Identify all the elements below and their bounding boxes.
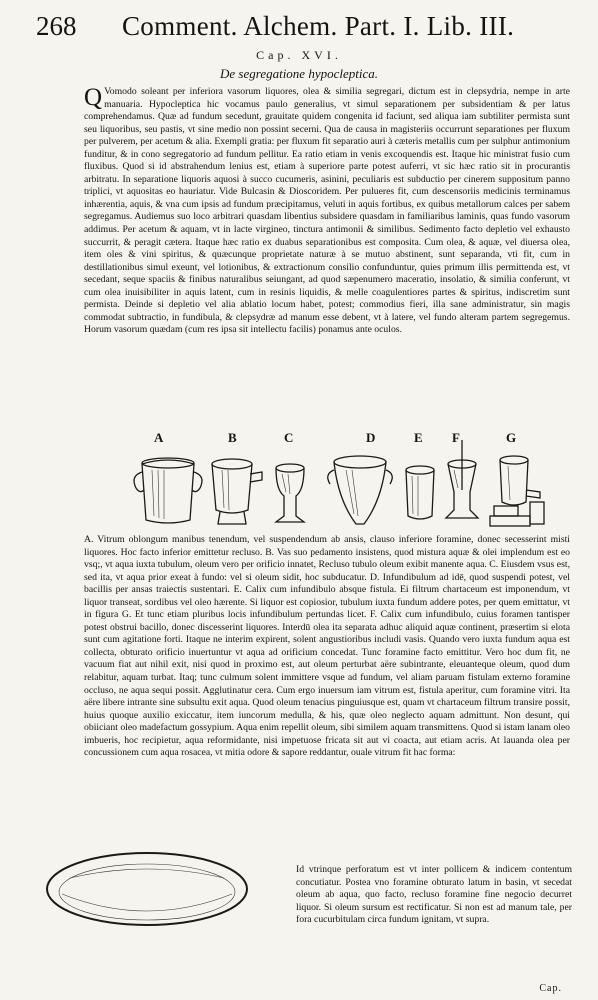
figure-label-e: E	[414, 430, 423, 445]
paragraph-intro-text: Vomodo soleant per inferiora vasorum liquores, olea & similia segregari, dictum est in clepsydria, nempe in arte manuaria. Hypocleptica hic vocamus paulo generalius, vt simul separationem per subsidentiam & per latus comprehendamus. Quæ ad fundum secedunt, grauitate quidem congenita id faciunt, sed aliqua iam subtiliter permista sunt seu liquoribus, seu pastis, vt sine medio non possint secerni. Qua de causa in magisteriis occurrunt separationes per fluxum per pulverem, per acetum & alia. Exempli gratia: per fluxum fit separatio auri à cæteris metallis cum per sulphur antimonium funditur, & in cono segregatorio ad fundum pellitur. Ea ratio etiam in venis excoquendis est. Itaque hic ministrat fusio cum fluxibus. Quod si id abstrahendum lenius est, etiam à superiore parte potest auferri, vt sic hæc ratio sit in procurantis arbitratu. In separatione liquoris aquosi à succo cucumeris, asinini, peculiaris est subductio per cinerem suppositum panno triplici, vt aquositas eo hauriatur. Vide Bulcasin & Dioscoridem. Per pulueres fit, cum descensoriis medicinis terminamus inhærentia, aquis, & vna cum ipsis ad fundum præcipitamus, veluti in aquis fortibus, ex quibus metallorum calces per sabem segregamus. Audiemus suo loco arbitrari quasdam libentius subsidere quasdam in familiaribus laminis, quas fundo vasorum addimus. Per acetum & aquam, vt in lacte virgineo, tinctura antimonii & similibus. Sedimento facto depletio vel exhausto succurrit, & peragit cætera. Itaque hæc ratio ex duabus separationibus est composita. Cum olea, & aquæ, vel diuersa olea, item oles & vini spiritus, & quæcunque proprietate naturæ à se mutuo abstinent, sunt separanda, vti fit, cum in destillationibus simul exeunt, vel lotionibus, & extractionum consilio confunduntur, quies primum illis permittenda est, vt secedant, seque spaciis & finibus naturalibus seiungant, ad quod sæpenumero maceratio, insolatio, & similia conferunt, vt cum olea inuisibiliter in aquis latent, cum in resinis liquidis, & melle coagulentiores partes & spiritus, indiscretim sunt permista. Deinde si depletio vel alia ablatio locum habet, potest; commodius fieri, illa sane administratur, sin magis commodat subtractio, in fundibula, & clepsydræ ad manum esse debent, vt à latere, vel fundo alteram partem segregemus. Horum vasorum quædam (cum res ipsa sit intellectu facilis) ponamus ante oculos.	[84, 86, 570, 336]
vessel-d-drawing	[328, 456, 393, 524]
catchword: Cap.	[539, 983, 562, 994]
vessel-drawings	[124, 430, 544, 530]
vessel-b-drawing	[212, 459, 262, 524]
paragraph-vessel-descriptions: A. Vitrum oblongum manibus tenendum, vel suspendendum ab ansis, clauso inferiore foramine, donec secesserint misti liquores. Hoc facto inferior emittetur recluso. B. Vas suo pedamento insistens, quod mistura aquæ & olei implendum est eo vsq;, vt aqua iuxta tubulum, oleum vero per orificio innatet, Recluso tubulo oleum exibit manente aqua. C. Eiusdem vsus est, sed ita, vt aqua prior exeat à fundo: vel si oleum sidit, hoc subducatur. D. Infundibulum ad idē, quod suspendi potest, vel bacillis per ansas traiectis sustentari. E. Calix cum infundibulo absque fistula. Ei filtrum chartaceum est imponendum, vt liquor transeat, sordibus vel oleo hærente. Si liquor est copiosior, tubulum iuxta fundum addere potes, per quem emittatur, vt in figura G. Et tunc etiam pluribus locis infundibulum pertundas licet. F. Calix cum infundibulo, cuius foramen tantisper potest obstrui bacillo, donec discesserint liquores. Interdū olea ita separata adhuc aliquid aquæ continent, præsertim si elota sunt cum agitatione forti. Itaque ne interim expirent, solent angustioribus includi vasis. Quando vero iuxta fundum aqua est collecta, obturato orificio inuertuntur vt aqua ad orificium concedat. Tunc foramine facto emittitur. Vero hoc dum fit, ne vacuum fiat aut nihil exit, nisi quod in proximo est, aut oleum perturbat aëre subintrante, eleuanteque oleum, quod dum relabitur, aquam turbat. Itaq; tunc culmum solent immittere vsque ad fundum, vel aliam paruam fistulam externo foramine occluso, ne aqua sequi possit. Agglutinatur cera. Cum ergo inuersum iam vitrum est, fistula aperitur, cum foramine vitri. Ita aëre libere intrante sine subsultu exit aqua. Quod oleum tenacius pinguiusque est, quam vt chartaceum filtrum transire possit, huius quoque auxilio exiccatur, item iuncorum medulla, & his, quæ oleo neglecto aquam admittunt. Non desunt, qui obiiciant oleo madefactum gossypium. Aqua enim repellit oleum, sibi similem aquam transmittens. Quod si istam lanam oleo imbueris, hoc recipietur, aqua reformidante, nisi impetuose fricata sit aut vi coacta, aut etiam acris. At lauanda olea per concussionem cum aqua rosacea, vt mitia odore & sapore reddantur, ouale vitrum fit hac forma:	[84, 534, 570, 759]
chapter-label: Cap. XVI.	[256, 48, 342, 62]
figure-label-g: G	[506, 430, 517, 445]
figure-label-c: C	[284, 430, 294, 445]
figure-label-b: B	[228, 430, 237, 445]
vessel-figure	[124, 430, 544, 530]
oval-glass-drawing	[42, 848, 252, 930]
drop-cap: Q	[84, 84, 103, 111]
vessel-f-drawing	[446, 440, 478, 518]
figure-label-a: A	[154, 430, 164, 445]
page-number: 268	[36, 11, 77, 41]
paragraph-intro	[84, 86, 570, 337]
vessel-e-drawing	[406, 466, 434, 519]
figure-label-d: D	[366, 430, 376, 445]
figure-label-f: F	[452, 430, 460, 445]
vessel-g-drawing	[490, 456, 544, 526]
vessel-a-drawing	[134, 458, 202, 523]
page-header	[36, 8, 566, 44]
paragraph-oval-glass: Id vtrinque perforatum est vt inter pollicem & indicem contentum concutiatur. Postea vno foramine obturato latum in basin, vt secedat oleum ab aqua, quo facto, recluso foramine fine negocio decurret liquor. Si oleum sursum est rectificatur. Si non est ad manum tale, per fora cucurbitulam circa fundum ignitam, vt supra.	[296, 864, 572, 926]
vessel-c-drawing	[276, 464, 304, 522]
running-title: Comment. Alchem. Part. I. Lib. III.	[122, 11, 515, 41]
chapter-title: De segregatione hypocleptica.	[220, 66, 378, 81]
